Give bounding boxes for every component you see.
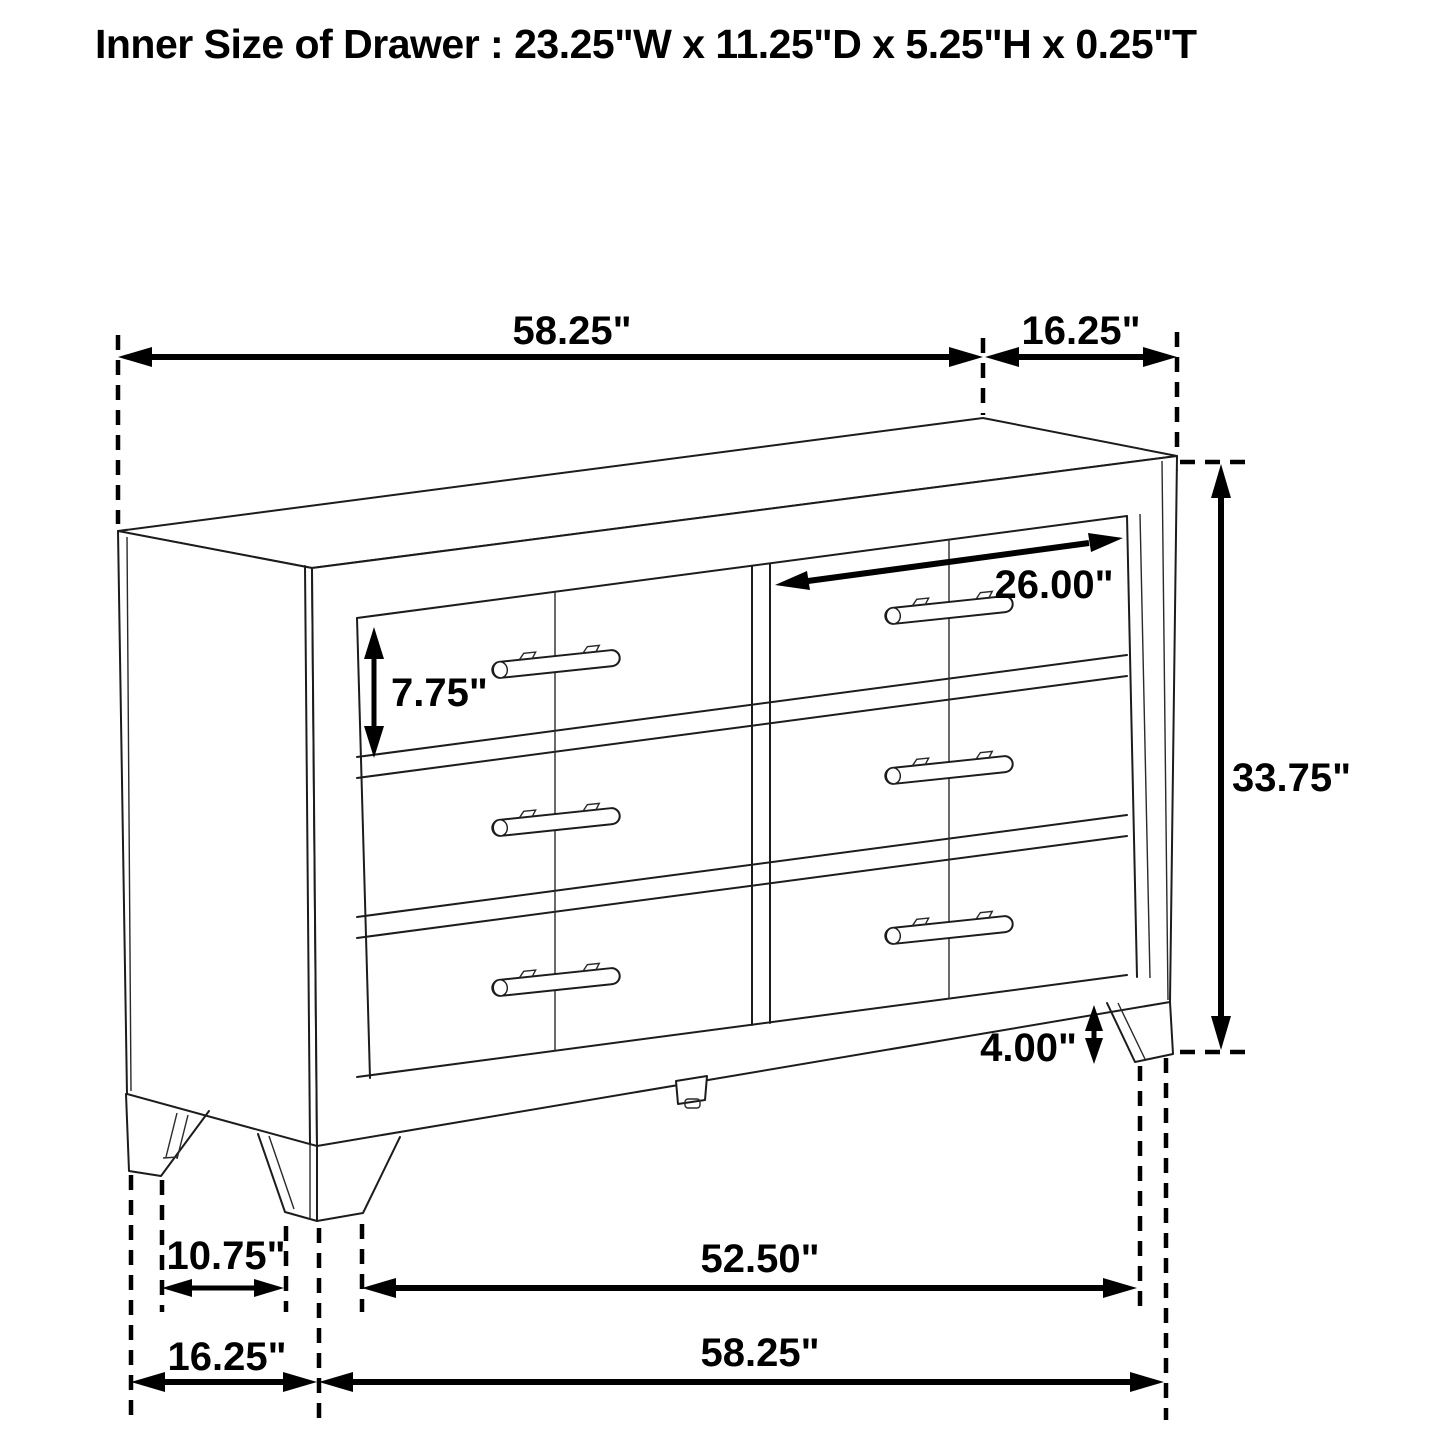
dim-top-depth xyxy=(985,309,1177,367)
front-left-leg xyxy=(258,1134,400,1221)
dim-top-width xyxy=(118,309,983,367)
dim-top-depth-label: 16.25" xyxy=(1021,309,1141,353)
dim-overall-height xyxy=(1211,464,1351,1050)
dim-leg-gap-depth-label: 10.75" xyxy=(166,1234,286,1278)
dresser-drawing xyxy=(118,418,1177,1221)
dim-base-width-label: 58.25" xyxy=(700,1331,820,1375)
dim-overall-height-label: 33.75" xyxy=(1232,756,1352,800)
diagram-title: Inner Size of Drawer : 23.25"W x 11.25"D x 5.25"H x 0.25"T xyxy=(95,21,1197,67)
dim-leg-height-label: 4.00" xyxy=(980,1026,1077,1070)
dim-leg-gap-depth xyxy=(162,1234,286,1297)
dim-base-width xyxy=(319,1331,1164,1392)
center-leg xyxy=(676,1076,707,1108)
dim-drawer-height-label: 7.75" xyxy=(391,671,488,715)
dim-between-front-legs-label: 52.50" xyxy=(700,1237,820,1281)
dim-top-width-label: 58.25" xyxy=(512,309,632,353)
dim-base-depth-label: 16.25" xyxy=(167,1335,287,1379)
dim-base-depth xyxy=(131,1335,317,1392)
dim-drawer-width-label: 26.00" xyxy=(994,563,1114,607)
dresser-left-panel xyxy=(118,531,317,1146)
dim-between-front-legs xyxy=(362,1237,1137,1298)
